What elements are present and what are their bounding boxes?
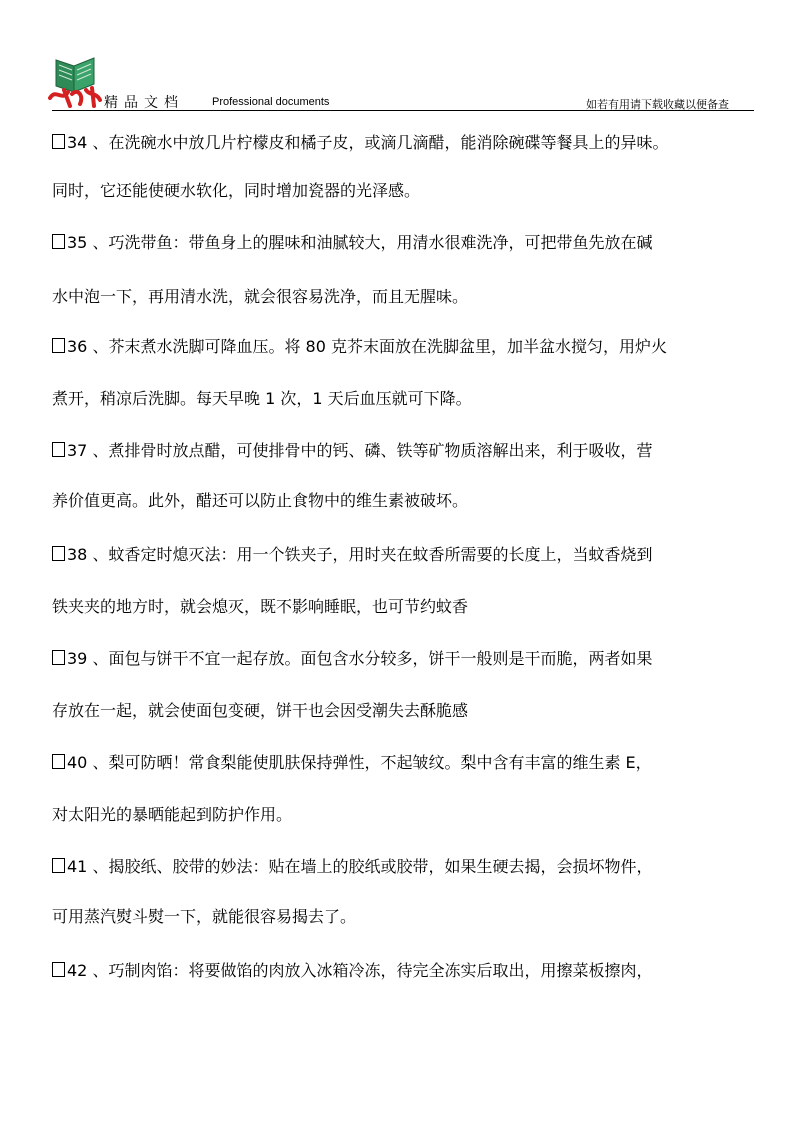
item-number: 40 [67,753,88,772]
checkbox-icon [52,962,65,977]
item-number: 37 [67,441,88,460]
checkbox-icon [52,338,65,353]
book-logo-icon [46,52,104,108]
item-text: 、煮排骨时放点醋，可使排骨中的钙、磷、铁等矿物质溶解出来，利于吸收，营 [92,441,653,460]
item-number: 42 [67,961,88,980]
item-40-line-1 [52,752,652,774]
item-number: 39 [67,649,88,668]
item-42-line-1 [52,960,652,982]
item-text: 、芥末煮水洗脚可降血压。将 80 克芥末面放在洗脚盆里，加半盆水搅匀，用炉火 [92,337,667,356]
item-number: 35 [67,233,88,252]
item-text: 、在洗碗水中放几片柠檬皮和橘子皮，或滴几滴醋，能消除碗碟等餐具上的异味。 [92,133,669,152]
item-number: 36 [67,337,88,356]
item-number: 41 [67,857,88,876]
item-text: 、蚊香定时熄灭法：用一个铁夹子，用时夹在蚊香所需要的长度上，当蚊香烧到 [92,545,653,564]
item-41-line-2: 可用蒸汽熨斗熨一下，就能很容易揭去了。 [52,907,357,926]
item-38-line-2: 铁夹夹的地方时，就会熄灭，既不影响睡眠，也可节约蚊香 [52,597,469,616]
header-note: 如若有用请下载收藏以便备查 [586,98,729,111]
checkbox-icon [52,650,65,665]
item-36-line-1 [52,336,667,358]
item-40-line-2: 对太阳光的暴晒能起到防护作用。 [52,805,293,824]
item-34-line-2: 同时，它还能使硬水软化，同时增加瓷器的光泽感。 [52,181,421,200]
header-divider [52,110,754,111]
checkbox-icon [52,858,65,873]
item-37-line-2: 养价值更高。此外，醋还可以防止食物中的维生素被破坏。 [52,491,469,510]
item-36-line-2: 煮开，稍凉后洗脚。每天早晚 1 次，1 天后血压就可下降。 [52,389,472,408]
item-39-line-1 [52,648,652,670]
item-text: 、面包与饼干不宜一起存放。面包含水分较多，饼干一般则是干而脆，两者如果 [92,649,653,668]
checkbox-icon [52,754,65,769]
checkbox-icon [52,234,65,249]
item-text: 、巧制肉馅：将要做馅的肉放入冰箱冷冻，待完全冻实后取出，用擦菜板擦肉， [92,961,653,980]
item-number: 38 [67,545,88,564]
header-subtitle: Professional documents [212,96,330,108]
item-34-line-1 [52,132,668,154]
checkbox-icon [52,442,65,457]
item-41-line-1 [52,856,652,878]
header-title: 精品文档 [104,95,184,111]
item-text: 、巧洗带鱼：带鱼身上的腥味和油腻较大，用清水很难洗净，可把带鱼先放在碱 [92,233,653,252]
page-header [0,0,794,112]
item-35-line-1 [52,232,652,254]
checkbox-icon [52,134,65,149]
item-number: 34 [67,133,88,152]
item-text: 、梨可防晒！常食梨能使肌肤保持弹性，不起皱纹。梨中含有丰富的维生素 E， [92,753,652,772]
item-38-line-1 [52,544,652,566]
checkbox-icon [52,546,65,561]
item-39-line-2: 存放在一起，就会使面包变硬，饼干也会因受潮失去酥脆感 [52,701,469,720]
item-text: 、揭胶纸、胶带的妙法：贴在墙上的胶纸或胶带，如果生硬去揭，会损坏物件， [92,857,653,876]
item-35-line-2: 水中泡一下，再用清水洗，就会很容易洗净，而且无腥味。 [52,287,469,306]
item-37-line-1 [52,440,652,462]
